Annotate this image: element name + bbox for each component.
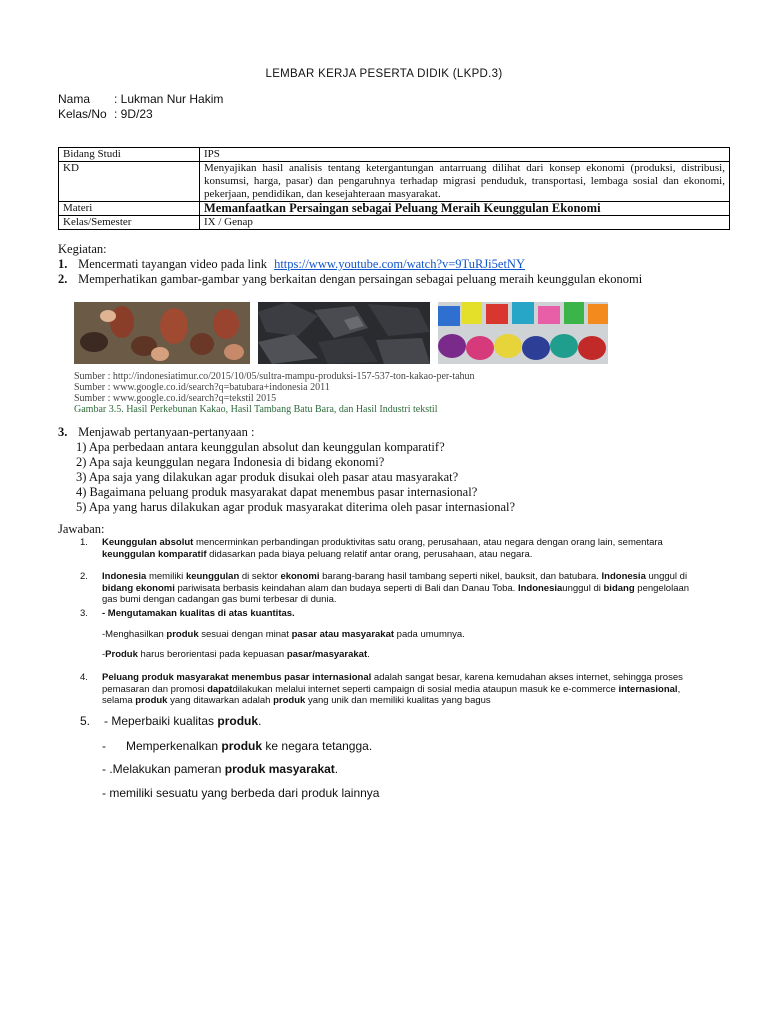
video-link[interactable]: https://www.youtube.com/watch?v=9TuRJi5etNY	[274, 257, 525, 271]
answer-bold: produk	[221, 739, 263, 753]
answer-text: - Memperkenalkan	[102, 739, 222, 753]
materi-label: Materi	[59, 202, 200, 216]
answer-number: 5.	[80, 714, 91, 728]
answer-2	[80, 571, 692, 606]
answer-bold: Indonesia	[102, 571, 147, 582]
item-text: Mencermati tayangan video pada link	[78, 257, 267, 271]
item-number: 3.	[58, 425, 68, 439]
kelas-semester-value: IX / Genap	[200, 216, 730, 230]
source-2: Sumber : www.google.co.id/search?q=batubara+indonesia 2011	[74, 382, 330, 393]
answer-text: yang ditawarkan adalah	[167, 695, 274, 706]
answer-text: ke negara tetangga.	[262, 739, 373, 753]
answer-text: harus berorientasi pada kepuasan	[137, 649, 287, 660]
item-text: Memperhatikan gambar-gambar yang berkaitan dengan persaingan sebagai peluang meraih keunggulan ekonomi	[78, 272, 643, 286]
answer-text: -	[102, 649, 106, 660]
answer-number: 3.	[80, 608, 88, 619]
answer-bold: produk	[166, 628, 199, 640]
answer-bold: produk	[135, 695, 168, 706]
list-item	[58, 257, 738, 272]
kelas-label: Kelas/No	[58, 107, 107, 121]
answer-bold: produk	[273, 695, 306, 706]
question-5: 5) Apa yang harus dilakukan agar produk masyarakat diterima oleh pasar internasional?	[76, 500, 516, 514]
coal-image	[258, 302, 430, 364]
table-row	[59, 162, 730, 202]
question-1: 1) Apa perbedaan antara keunggulan absolut dan keunggulan komparatif?	[76, 440, 445, 454]
materi-value: Memanfaatkan Persaingan sebagai Peluang Meraih Keunggulan Ekonomi	[200, 202, 730, 216]
answer-5-line-3	[102, 762, 338, 776]
answer-bold: internasional	[618, 683, 678, 695]
answer-bold: Indonesia	[517, 582, 563, 594]
source-3: Sumber : www.google.co.id/search?q=tekstil 2015	[74, 393, 277, 404]
answer-5-line-1	[80, 714, 261, 728]
table-row	[59, 148, 730, 162]
nama-value: : Lukman Nur Hakim	[114, 92, 224, 106]
kd-label: KD	[59, 162, 200, 202]
answer-text: .	[258, 714, 262, 728]
answer-text: pada umumnya.	[394, 628, 465, 640]
answer-bold: Produk	[105, 649, 138, 660]
answer-text: pengelolaan gas bumi dengan cadangan gas bumi terbesar di dunia.	[102, 582, 690, 605]
answer-bold: pasar/masyarakat	[286, 649, 368, 660]
answer-bold: Keunggulan absolut	[102, 537, 194, 548]
info-table	[58, 147, 730, 230]
answer-text: mencerminkan perbandingan produktivitas satu orang, perusahaan, atau negara dengan orang lain, sementara	[193, 537, 663, 548]
answer-bold: Indonesia	[601, 571, 646, 582]
answer-bold: produk	[217, 714, 259, 728]
answer-5-line-4: - memiliki sesuatu yang berbeda dari produk lainnya	[102, 786, 380, 800]
list-item	[58, 272, 738, 287]
source-1: Sumber : http://indonesiatimur.co/2015/10/05/sultra-mampu-produksi-157-537-ton-kakao-per-tahun	[74, 371, 475, 382]
answer-text: .	[367, 649, 370, 660]
answer-text: - Meperbaiki kualitas	[104, 714, 218, 728]
answer-5-line-2	[102, 739, 372, 753]
answer-bold: bidang	[603, 582, 635, 594]
answer-4	[80, 672, 692, 707]
answer-text: adalah sangat besar, karena kemudahan akses internet, sehingga proses pemasaran dan promosi	[102, 672, 683, 695]
answer-text: .	[334, 762, 339, 776]
answer-bold: dapat	[207, 683, 233, 695]
answer-bold: ekonomi	[280, 571, 320, 582]
questions-intro: Menjawab pertanyaan-pertanyaan :	[78, 425, 255, 439]
answer-number: 1.	[80, 537, 88, 548]
answer-bold: keunggulan komparatif	[102, 548, 207, 560]
figure-caption: Gambar 3.5. Hasil Perkebunan Kakao, Hasil Tambang Batu Bara, dan Hasil Industri tekstil	[74, 404, 438, 415]
nama-label: Nama	[58, 92, 91, 106]
question-4: 4) Bagaimana peluang produk masyarakat dapat menembus pasar internasional?	[76, 485, 478, 499]
answer-text: dilakukan melalui internet seperti campaign di sosial media ataupun masuk ke e-commerce	[232, 683, 619, 695]
answer-3	[80, 608, 692, 661]
answer-text: -Menghasilkan	[102, 628, 167, 640]
answer-text: pariwisata berbasis keindahan alam dan budaya seperti di Bali dan Danau Toba.	[174, 582, 518, 594]
cocoa-image	[74, 302, 250, 364]
kd-value: Menyajikan hasil analisis tentang ketergantungan antarruang dilihat dari konsep ekonomi (produksi, distribusi, konsumsi, harga, pasar) dan pengaruhnya terhadap migrasi penduduk, transportasi, lembaga sosial dan ekonomi, pekerjaan, pendidikan, dan kesejahteraan masyarakat.	[200, 162, 730, 202]
page-title: LEMBAR KERJA PESERTA DIDIK (LKPD.3)	[265, 68, 503, 80]
kegiatan-section	[58, 242, 738, 287]
item-number: 1.	[58, 257, 68, 271]
kelas-semester-label: Kelas/Semester	[59, 216, 200, 230]
answer-text: sesuai dengan minat	[198, 628, 292, 640]
answer-line: - Mengutamakan kualitas di atas kuantitas.	[102, 608, 295, 619]
table-row	[59, 202, 730, 216]
answer-bold: bidang ekonomi	[102, 582, 175, 594]
answer-text: yang unik dan memiliki kualitas yang bagus	[305, 695, 491, 706]
answer-1	[80, 537, 692, 560]
student-identity	[58, 92, 223, 122]
question-3: 3) Apa saja yang dilakukan agar produk disukai oleh pasar atau masyarakat?	[76, 470, 459, 484]
kelas-value: : 9D/23	[114, 107, 153, 121]
table-row	[59, 216, 730, 230]
answer-number: 4.	[80, 672, 88, 683]
bidang-label: Bidang Studi	[59, 148, 200, 162]
answer-bold: Peluang produk masyarakat menembus pasar internasional	[102, 672, 372, 683]
answer-bold: produk masyarakat	[224, 762, 335, 776]
answer-text: unggul di	[645, 571, 688, 582]
answer-text: barang-barang hasil tambang seperti nikel, bauksit, dan batubara.	[319, 571, 602, 582]
answer-bold: keunggulan	[185, 571, 240, 582]
kegiatan-label: Kegiatan:	[58, 242, 107, 256]
image-sources	[74, 371, 614, 415]
list-item	[58, 425, 738, 440]
answer-number: 2.	[80, 571, 88, 582]
answer-text: memiliki	[146, 571, 186, 582]
questions-section	[58, 425, 738, 515]
item-number: 2.	[58, 272, 68, 286]
bidang-value: IPS	[200, 148, 730, 162]
answers-label: Jawaban:	[58, 522, 105, 536]
answer-text: , selama	[102, 683, 681, 706]
question-2: 2) Apa saja keunggulan negara Indonesia di bidang ekonomi?	[76, 455, 385, 469]
textile-image	[438, 302, 608, 364]
answer-text: di sektor	[239, 571, 281, 582]
answer-text: didasarkan pada biaya peluang relatif antar orang, perusahaan, atau negara.	[206, 548, 533, 560]
answer-bold: pasar atau masyarakat	[291, 628, 395, 640]
answer-text: - .Melakukan pameran	[102, 762, 225, 776]
answer-text: unggul di	[562, 582, 604, 594]
